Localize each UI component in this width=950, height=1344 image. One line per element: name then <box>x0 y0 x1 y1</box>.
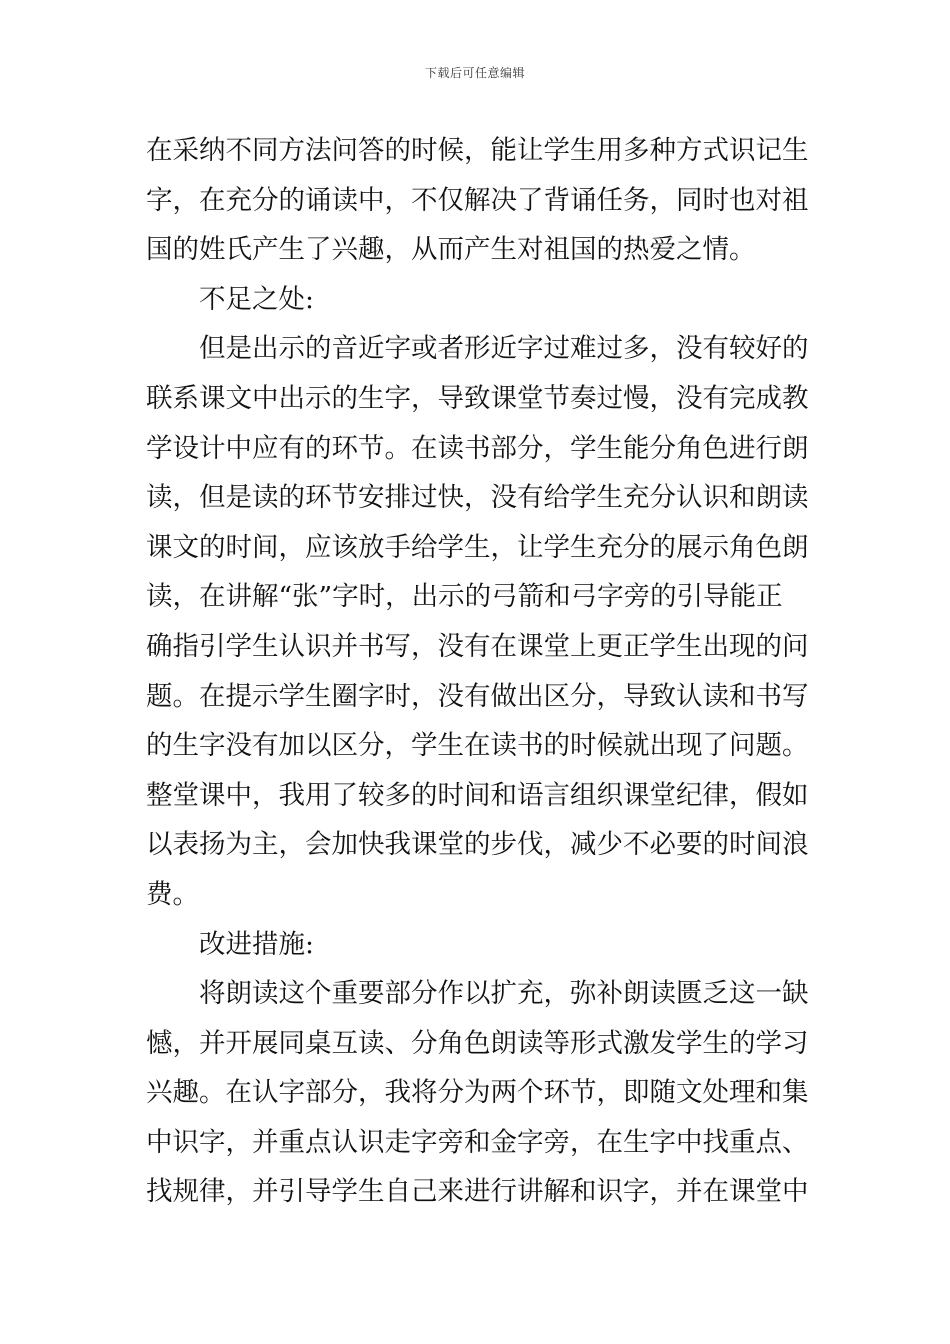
text-line: 学设计中应有的环节。在读书部分，学生能分角色进行朗 <box>146 432 809 464</box>
text-line: 国的姓氏产生了兴趣，从而产生对祖国的热爱之情。 <box>146 234 756 266</box>
text-line: 联系课文中出示的生字，导致课堂节奏过慢，没有完成教 <box>146 382 809 414</box>
text-line: 以表扬为主，会加快我课堂的步伐，减少不必要的时间浪 <box>146 829 809 861</box>
text-line: 字，在充分的诵读中，不仅解决了背诵任务，同时也对祖 <box>146 184 809 216</box>
text-line: 整堂课中，我用了较多的时间和语言组织课堂纪律，假如 <box>146 779 809 811</box>
section-heading-improvements: 改进措施: <box>199 928 314 960</box>
text-line: 确指引学生认识并书写，没有在课堂上更正学生出现的问 <box>146 630 809 662</box>
text-line: 在采纳不同方法问答的时候，能让学生用多种方式识记生 <box>146 135 809 166</box>
text-line: 的生字没有加以区分，学生在读书的时候就出现了问题。 <box>146 730 809 762</box>
text-line: 兴趣。在认字部分，我将分为两个环节，即随文处理和集 <box>146 1077 809 1109</box>
text-line: 将朗读这个重要部分作以扩充，弥补朗读匮乏这一缺 <box>199 978 809 1010</box>
text-line: 中识字，并重点认识走字旁和金字旁，在生字中找重点、 <box>146 1126 809 1158</box>
text-line: 读，在讲解“张”字时，出示的弓箭和弓字旁的引导能正 <box>146 581 783 613</box>
text-line: 憾，并开展同桌互读、分角色朗读等形式激发学生的学习 <box>146 1027 809 1059</box>
text-line: 读，但是读的环节安排过快，没有给学生充分认识和朗读 <box>146 482 809 514</box>
text-line: 找规律，并引导学生自己来进行讲解和识字，并在课堂中 <box>146 1176 809 1208</box>
document-body <box>146 126 808 1217</box>
text-line: 但是出示的音近字或者形近字过难过多，没有较好的 <box>199 333 809 365</box>
text-line: 费。 <box>146 878 199 910</box>
text-line: 课文的时间，应该放手给学生，让学生充分的展示角色朗 <box>146 531 809 563</box>
text-line: 题。在提示学生圈字时，没有做出区分，导致认读和书写 <box>146 680 809 712</box>
page-header-note: 下载后可任意编辑 <box>424 66 525 80</box>
section-heading-shortcomings: 不足之处: <box>199 283 314 315</box>
